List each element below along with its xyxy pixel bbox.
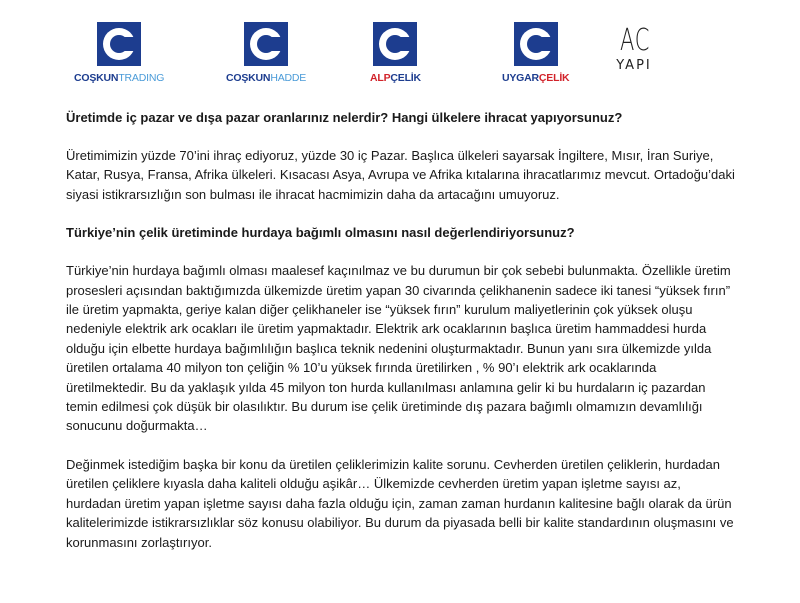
- logo-strip: [0, 0, 800, 100]
- logo-coskun-hadde: [226, 22, 306, 84]
- logo-uygar-celik: [502, 22, 569, 84]
- logo-coskun-trading: [74, 22, 164, 84]
- answer-quality-issue: Değinmek istediğim başka bir konu da üretilen çeliklerimizin kalite sorunu. Cevherden üretilen çeliklerin, hurdadan üretilen çeliklere kıyasla daha kaliteli olduğu aşikâr… Ülkemizde cevherden üretim yapan işletme sayısı az, hurdadan üretim yapan işletme sayısı daha fazla olduğu için, zaman zaman hurdanın kalitesine bağlı olarak da ürün kalitelerimizde istikrarsızlıklar söz konusu olabiliyor. Bu durum da piyasada belli bir kalite standardının oluşmasını ve korunmasını zorlaştırıyor.: [66, 456, 734, 550]
- logo-label: ALPÇELİK: [370, 72, 421, 84]
- c-logo-icon: [97, 22, 141, 66]
- c-logo-icon: [373, 22, 417, 66]
- logo-label: COŞKUNHADDE: [226, 72, 307, 84]
- logo-label: COŞKUNTRADING: [74, 72, 165, 84]
- logo-alp-celik: [370, 22, 421, 84]
- c-logo-icon: [244, 22, 288, 66]
- logo-ac-yapi: AC YAPI: [616, 23, 652, 73]
- c-logo-icon: [514, 22, 558, 66]
- article-body: [66, 108, 736, 552]
- question-export-ratio: Üretimde iç pazar ve dışa pazar oranlarınız nelerdir? Hangi ülkelere ihracat yapıyorsunuz?: [66, 110, 623, 125]
- answer-export-ratio: Üretimimizin yüzde 70’ini ihraç ediyoruz, yüzde 30 iç Pazar. Başlıca ülkeleri sayarsak İngiltere, Mısır, İran Suriye, Katar, Rusya, Fransa, Afrika ülkeleri. Kısacası Asya, Avrupa ve Afrika kıtalarına ihracatlarımız mevcut. Ortadoğu’daki siyasi istikrarsızlığın son bulması ile ihracat hacmimizin daha da artacağını umuyoruz.: [66, 148, 735, 202]
- question-scrap-dependency: Türkiye’nin çelik üretiminde hurdaya bağımlı olmasını nasıl değerlendiriyorsunuz?: [66, 225, 575, 241]
- logo-label: UYGARÇELİK: [502, 72, 570, 84]
- answer-scrap-dependency: Türkiye’nin hurdaya bağımlı olması maalesef kaçınılmaz ve bu durumun bir çok sebebi bulunmakta. Özellikle üretim prosesleri açısından baktığımızda ülkemizde üretim yapan 30 civarında çelikhanenin sadece iki tanesi “yüksek fırın” ile üretim yapmakta, geriye kalan diğer çelikhaneler ise “yüksek fırın” kurulum maliyetlerinin çok yüksek oluşu nedeniyle elektrik ark ocakları ile üretim yapmaktadır. Elektrik ark ocaklarının başlıca üretim hammaddesi hurda olduğu için elbette hurdaya bağımlılığın başlıca teknik nedenini oluşturmaktadır. Bunun yanı sıra ülkemizde yılda üretilen ortalama 40 milyon ton çeliğin % 10’u yüksek fırında üretilirken , % 90’ı elektrik ark ocaklarında üretilmektedir. Bu da yaklaşık yılda 45 milyon ton hurda kullanılması anlamına gelir ki bu hurdaların iç pazardan temin edilmesi çok düşük bir olasılıktır. Bu durum ise çelik üretiminde dış pazara bağımlı olmamızın devamlılığı sonucunu doğurmakta…: [66, 263, 731, 434]
